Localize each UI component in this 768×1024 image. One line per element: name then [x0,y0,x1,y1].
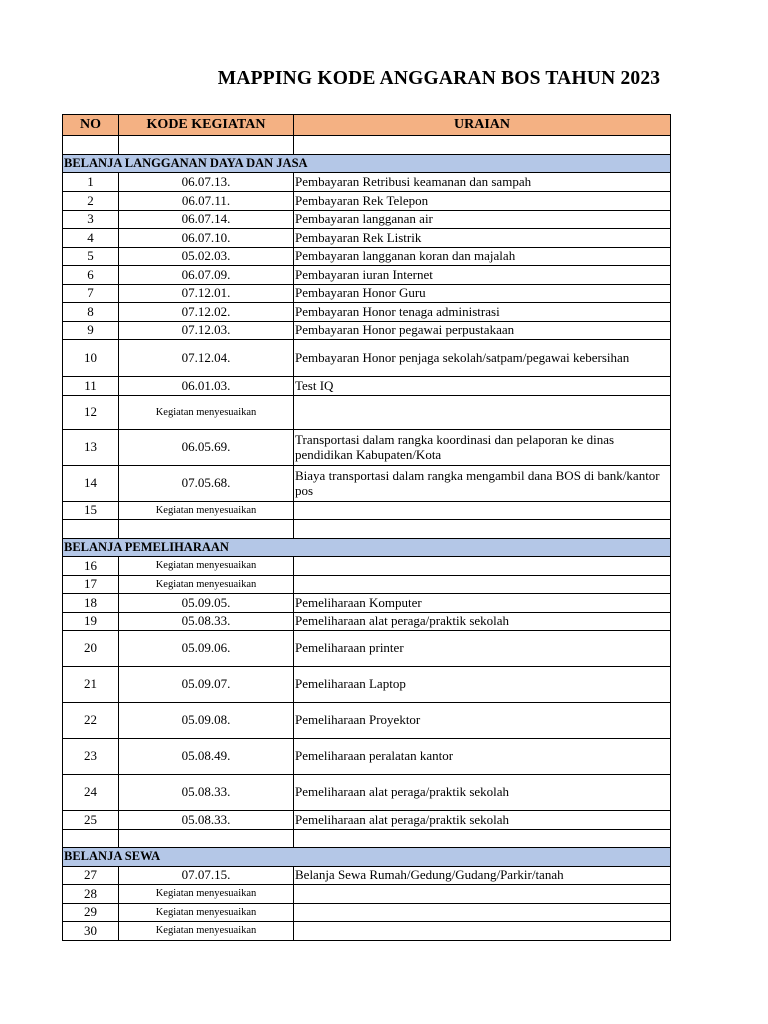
cell-no: 25 [63,811,119,830]
cell-kode-kegiatan: 07.12.02. [119,303,294,322]
cell-no: 30 [63,922,119,941]
table-row [63,631,671,667]
cell-kode-kegiatan: 07.12.03. [119,322,294,340]
cell-uraian [294,502,671,520]
cell-uraian: Pemeliharaan alat peraga/praktik sekolah [294,613,671,631]
cell-kode-kegiatan: Kegiatan menyesuaikan [119,396,294,430]
table-row [63,396,671,430]
table-row [63,885,671,904]
cell-uraian [294,922,671,941]
cell-kode-kegiatan: 05.09.07. [119,667,294,703]
cell-uraian [294,557,671,576]
table-row [63,576,671,594]
table-row [63,557,671,576]
cell-kode-kegiatan: 05.08.33. [119,811,294,830]
cell-no: 10 [63,340,119,377]
section-label: BELANJA LANGGANAN DAYA DAN JASA [63,155,671,173]
cell-kode-kegiatan: 05.02.03. [119,248,294,266]
cell-uraian: Pembayaran Rek Telepon [294,192,671,211]
cell-kode-kegiatan: 06.07.11. [119,192,294,211]
cell-kode-kegiatan: 05.09.05. [119,594,294,613]
blank-cell [63,830,119,848]
cell-kode-kegiatan: Kegiatan menyesuaikan [119,557,294,576]
header-kode-kegiatan: KODE KEGIATAN [119,115,294,136]
cell-kode-kegiatan: 05.08.49. [119,739,294,775]
cell-no: 1 [63,173,119,192]
cell-uraian [294,576,671,594]
table-row [63,211,671,229]
cell-no: 18 [63,594,119,613]
table-row [63,703,671,739]
cell-uraian: Test IQ [294,377,671,396]
blank-cell [119,830,294,848]
cell-no: 12 [63,396,119,430]
table-row [63,229,671,248]
table-row [63,303,671,322]
table-row [63,775,671,811]
cell-uraian: Pembayaran langganan koran dan majalah [294,248,671,266]
cell-no: 17 [63,576,119,594]
table-row [63,430,671,466]
table-row [63,266,671,285]
cell-uraian: Pemeliharaan Laptop [294,667,671,703]
section-row [63,539,671,557]
blank-row [63,136,671,155]
cell-uraian: Pemeliharaan alat peraga/praktik sekolah [294,811,671,830]
table-row [63,377,671,396]
cell-uraian: Pembayaran Honor pegawai perpustakaan [294,322,671,340]
budget-code-table [62,114,671,941]
blank-cell [294,830,671,848]
cell-no: 19 [63,613,119,631]
cell-uraian: Belanja Sewa Rumah/Gedung/Gudang/Parkir/tanah [294,867,671,885]
table-row [63,466,671,502]
header-uraian: URAIAN [294,115,671,136]
cell-kode-kegiatan: 07.12.04. [119,340,294,377]
cell-kode-kegiatan: 05.09.06. [119,631,294,667]
table-row [63,667,671,703]
cell-no: 27 [63,867,119,885]
cell-uraian: Pembayaran Rek Listrik [294,229,671,248]
cell-no: 16 [63,557,119,576]
table-row [63,904,671,922]
table-row [63,594,671,613]
cell-kode-kegiatan: 06.07.13. [119,173,294,192]
cell-kode-kegiatan: 06.07.09. [119,266,294,285]
cell-no: 20 [63,631,119,667]
cell-uraian [294,904,671,922]
cell-no: 21 [63,667,119,703]
blank-cell [294,520,671,539]
cell-no: 4 [63,229,119,248]
table-row [63,340,671,377]
cell-kode-kegiatan: 07.07.15. [119,867,294,885]
section-row [63,848,671,867]
cell-no: 9 [63,322,119,340]
cell-kode-kegiatan: 05.09.08. [119,703,294,739]
cell-no: 8 [63,303,119,322]
blank-cell [63,520,119,539]
cell-uraian: Pemeliharaan Komputer [294,594,671,613]
cell-uraian: Pembayaran Honor tenaga administrasi [294,303,671,322]
section-row [63,155,671,173]
table-header-row [63,115,671,136]
header-no: NO [63,115,119,136]
cell-uraian [294,396,671,430]
table-row [63,192,671,211]
cell-no: 29 [63,904,119,922]
cell-no: 14 [63,466,119,502]
cell-no: 11 [63,377,119,396]
cell-no: 13 [63,430,119,466]
blank-row [63,520,671,539]
cell-kode-kegiatan: 06.07.14. [119,211,294,229]
cell-uraian: Pembayaran Retribusi keamanan dan sampah [294,173,671,192]
cell-no: 2 [63,192,119,211]
blank-row [63,830,671,848]
table-row [63,739,671,775]
table-row [63,922,671,941]
cell-uraian: Pemeliharaan printer [294,631,671,667]
table-row [63,173,671,192]
cell-kode-kegiatan: 05.08.33. [119,613,294,631]
table-row [63,322,671,340]
table-row [63,867,671,885]
cell-no: 5 [63,248,119,266]
table-row [63,613,671,631]
cell-uraian: Pemeliharaan alat peraga/praktik sekolah [294,775,671,811]
cell-no: 3 [63,211,119,229]
cell-no: 6 [63,266,119,285]
cell-uraian: Pemeliharaan peralatan kantor [294,739,671,775]
cell-kode-kegiatan: Kegiatan menyesuaikan [119,576,294,594]
cell-no: 23 [63,739,119,775]
cell-kode-kegiatan: 06.01.03. [119,377,294,396]
table-body [63,136,671,941]
blank-cell [119,520,294,539]
cell-no: 24 [63,775,119,811]
cell-uraian: Pembayaran iuran Internet [294,266,671,285]
cell-uraian: Biaya transportasi dalam rangka mengambil dana BOS di bank/kantor pos [294,466,671,502]
cell-kode-kegiatan: 06.07.10. [119,229,294,248]
table-row [63,502,671,520]
cell-uraian: Pembayaran Honor penjaga sekolah/satpam/pegawai kebersihan [294,340,671,377]
cell-kode-kegiatan: Kegiatan menyesuaikan [119,885,294,904]
document-title-text: MAPPING KODE ANGGARAN BOS TAHUN 2023 [217,68,661,89]
cell-kode-kegiatan: 07.05.68. [119,466,294,502]
section-label: BELANJA PEMELIHARAAN [63,539,671,557]
cell-no: 15 [63,502,119,520]
cell-uraian: Pembayaran Honor Guru [294,285,671,303]
cell-kode-kegiatan: Kegiatan menyesuaikan [119,922,294,941]
cell-kode-kegiatan: Kegiatan menyesuaikan [119,502,294,520]
cell-kode-kegiatan: 05.08.33. [119,775,294,811]
cell-no: 28 [63,885,119,904]
cell-uraian: Pemeliharaan Proyektor [294,703,671,739]
cell-uraian: Transportasi dalam rangka koordinasi dan pelaporan ke dinas pendidikan Kabupaten/Kota [294,430,671,466]
table-row [63,811,671,830]
blank-cell [294,136,671,155]
cell-kode-kegiatan: 06.05.69. [119,430,294,466]
document-title [0,68,768,90]
section-label: BELANJA SEWA [63,848,671,867]
table-row [63,248,671,266]
blank-cell [63,136,119,155]
blank-cell [119,136,294,155]
cell-no: 22 [63,703,119,739]
cell-uraian [294,885,671,904]
cell-uraian: Pembayaran langganan air [294,211,671,229]
table-row [63,285,671,303]
cell-no: 7 [63,285,119,303]
cell-kode-kegiatan: Kegiatan menyesuaikan [119,904,294,922]
cell-kode-kegiatan: 07.12.01. [119,285,294,303]
